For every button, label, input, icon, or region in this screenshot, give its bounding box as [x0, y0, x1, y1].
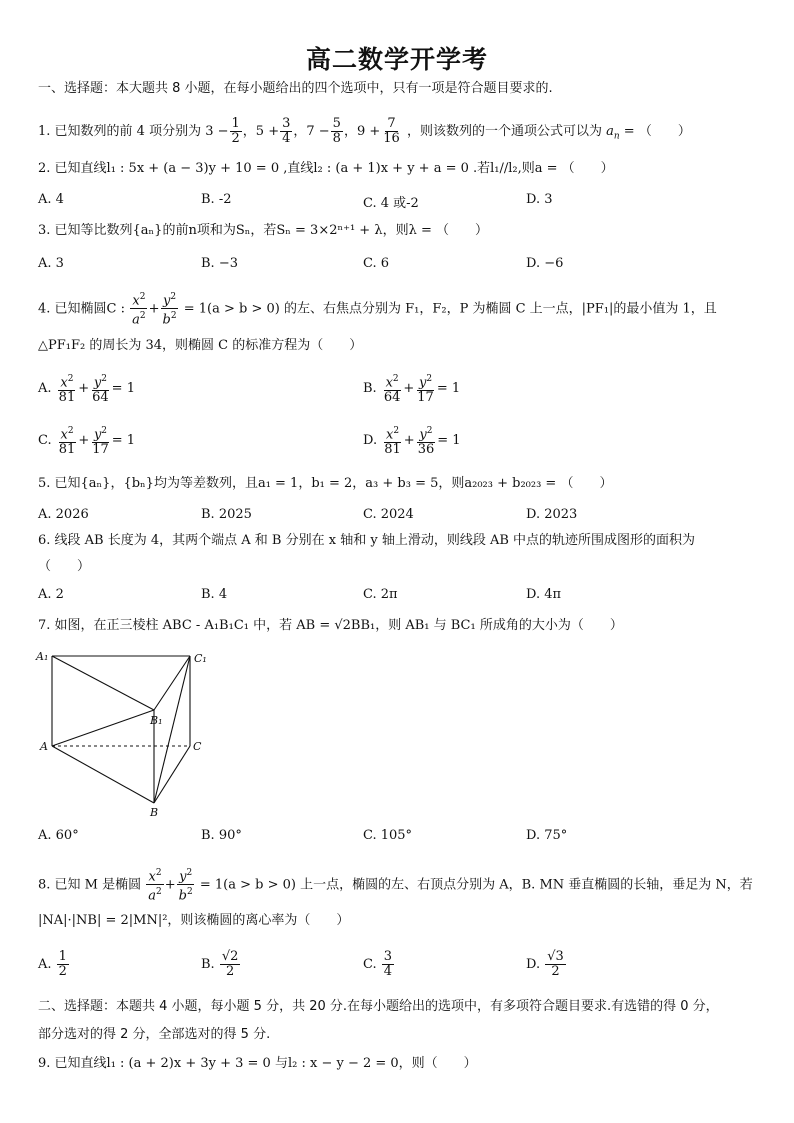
segment-b-c1: [154, 656, 190, 803]
q3-option-d[interactable]: D. −6: [526, 256, 564, 271]
q4-options-row1: [38, 372, 768, 406]
question-4: 4. 已知椭圆C : $\frac{x^2}{a^2}$ + $\frac{y^2}{b^2}$ = 1(a > b > 0) 的左、右焦点分别为 F₁，F₂，P 为椭圆 C 上一点，|PF₁|的最小值为 1，且: [38, 292, 717, 328]
question-1: 1. 已知数列的前 4 项分别为 3 − $\frac{1}{2}$ ，5 + $\frac{3}{4}$ ，7 − $\frac{5}{8}$ ，9 + $\frac{7}{16}$ ，则该数列的一个通项公式可以为 $a_n$ = （ ）: [38, 116, 691, 146]
q5-options: [38, 507, 768, 527]
label-b1: B₁: [150, 714, 163, 727]
question-7: 7. 如图，在正三棱柱 ABC - A₁B₁C₁ 中，若 AB = √2BB₁，则 AB₁ 与 BC₁ 所成角的大小为（ ）: [38, 618, 623, 633]
q3-option-a[interactable]: A. 3: [38, 256, 64, 271]
q6-option-d[interactable]: D. 4π: [526, 587, 562, 602]
q2-option-c[interactable]: C. 4 或-2: [363, 196, 419, 211]
edge-c1-b1: [154, 656, 190, 710]
q7-option-d[interactable]: D. 75°: [526, 828, 568, 843]
label-c1: C₁: [194, 652, 207, 665]
q8-option-c[interactable]: C. $\frac{3}{4}$: [363, 949, 393, 979]
q8-stem-2: |NA|·|NB| = 2|MN|²，则该椭圆的离心率为（ ）: [38, 913, 350, 928]
label-c: C: [193, 740, 202, 753]
label-a1: A₁: [36, 650, 49, 663]
q6-option-c[interactable]: C. 2π: [363, 587, 398, 602]
edge-c-b: [154, 746, 190, 803]
edge-a-b: [52, 746, 154, 803]
question-8: 8. 已知 M 是椭圆 $\frac{x^2}{a^2}$ + $\frac{y^2}{b^2}$ = 1(a > b > 0) 上一点，椭圆的左、右顶点分别为 A，B. MN 垂直椭圆的长轴，垂足为 N，若: [38, 868, 753, 904]
q1-an: $a_n$: [606, 124, 620, 142]
q4-option-d[interactable]: D. $\frac{x^2}{81}$ + $\frac{y^2}{36}$ = 1: [363, 426, 461, 458]
q8-stem: 8. 已知 M 是椭圆: [38, 877, 142, 893]
question-3: 3. 已知等比数列{aₙ}的前n项和为Sₙ，若Sₙ = 3×2ⁿ⁺¹ + λ，则λ = （ ）: [38, 223, 488, 238]
q7-option-b[interactable]: B. 90°: [201, 828, 242, 843]
q6-option-a[interactable]: A. 2: [38, 587, 64, 602]
segment-a-b1: [52, 710, 154, 746]
q4-stem-2: △PF₁F₂ 的周长为 34，则椭圆 C 的标准方程为（ ）: [38, 338, 363, 353]
q7-option-a[interactable]: A. 60°: [38, 828, 79, 843]
q4-condition: = 1(a > b > 0) 的左、右焦点分别为 F₁，F₂，P 为椭圆 C 上一点，|PF₁|的最小值为 1，且: [183, 301, 717, 317]
question-9: 9. 已知直线l₁ : (a + 2)x + 3y + 3 = 0 与l₂ : x − y − 2 = 0，则（ ）: [38, 1056, 477, 1071]
q4-option-b[interactable]: B. $\frac{x^2}{64}$ + $\frac{y^2}{17}$ = 1: [363, 374, 461, 406]
q5-option-d[interactable]: D. 2023: [526, 507, 578, 522]
q6-options: [38, 587, 768, 607]
label-a: A: [40, 740, 48, 753]
q2-option-a[interactable]: A. 4: [38, 192, 64, 207]
q2-options: [38, 192, 768, 212]
edge-a1-b1: [52, 656, 154, 710]
q8-option-a[interactable]: A. $\frac{1}{2}$: [38, 949, 67, 979]
section-2-scoring: 部分选对的得 2 分，全部选对的得 5 分.: [38, 1027, 271, 1042]
label-b: B: [150, 806, 159, 819]
question-2: 2. 已知直线l₁ : 5x + (a − 3)y + 10 = 0 ,直线l₂ : (a + 1)x + y + a = 0 .若l₁//l₂,则a = （ ）: [38, 161, 614, 176]
q8-option-b[interactable]: B. $\frac{√2}{2}$: [201, 949, 239, 979]
q8-option-d[interactable]: D. $\frac{√3}{2}$: [526, 949, 564, 979]
q7-options: [38, 828, 768, 848]
section-2-heading: 二、选择题：本题共 4 小题，每小题 5 分，共 20 分.在每小题给出的选项中，有多项符合题目要求.有选错的得 0 分，: [38, 999, 719, 1014]
q8-condition: = 1(a > b > 0) 上一点，椭圆的左、右顶点分别为 A，B. MN 垂直椭圆的长轴，垂足为 N，若: [199, 877, 753, 893]
q6-option-b[interactable]: B. 4: [201, 587, 228, 602]
question-5: 5. 已知{aₙ}，{bₙ}均为等差数列，且a₁ = 1，b₁ = 2，a₃ + b₃ = 5，则a₂₀₂₃ + b₂₀₂₃ = （ ）: [38, 476, 613, 491]
prism-figure: [34, 648, 224, 820]
q1-stem: 1. 已知数列的前 4 项分别为: [38, 124, 202, 139]
question-6: 6. 线段 AB 长度为 4，其两个端点 A 和 B 分别在 x 轴和 y 轴上滑动，则线段 AB 中点的轨迹所围成图形的面积为: [38, 533, 696, 548]
q5-option-c[interactable]: C. 2024: [363, 507, 414, 522]
q1-sequence: 3 − $\frac{1}{2}$ ，5 + $\frac{3}{4}$ ，7 − $\frac{5}{8}$ ，9 + $\frac{7}{16}$: [205, 116, 400, 146]
q3-option-c[interactable]: C. 6: [363, 256, 390, 271]
q5-option-a[interactable]: A. 2026: [38, 507, 89, 522]
q4-option-c[interactable]: C. $\frac{x^2}{81}$ + $\frac{y^2}{17}$ = 1: [38, 426, 136, 458]
q2-option-b[interactable]: B. -2: [201, 192, 232, 207]
q1-blank: （ ）: [638, 124, 691, 139]
q3-option-b[interactable]: B. −3: [201, 256, 238, 271]
q2-option-d[interactable]: D. 3: [526, 192, 553, 207]
exam-title: 高二数学开学考: [305, 45, 488, 74]
q3-options: [38, 256, 768, 276]
q5-option-b[interactable]: B. 2025: [201, 507, 252, 522]
q4-option-a[interactable]: A. $\frac{x^2}{81}$ + $\frac{y^2}{64}$ = 1: [38, 374, 135, 406]
q8-options: [38, 949, 768, 979]
q4-options-row2: [38, 424, 768, 458]
q7-option-c[interactable]: C. 105°: [363, 828, 413, 843]
q4-stem: 4. 已知椭圆C :: [38, 301, 125, 317]
q6-blank: （ ）: [38, 559, 91, 574]
section-1-heading: 一、选择题：本大题共 8 小题，在每小题给出的四个选项中，只有一项是符合题目要求的.: [38, 81, 553, 96]
q1-question: ，则该数列的一个通项公式可以为: [406, 124, 602, 139]
